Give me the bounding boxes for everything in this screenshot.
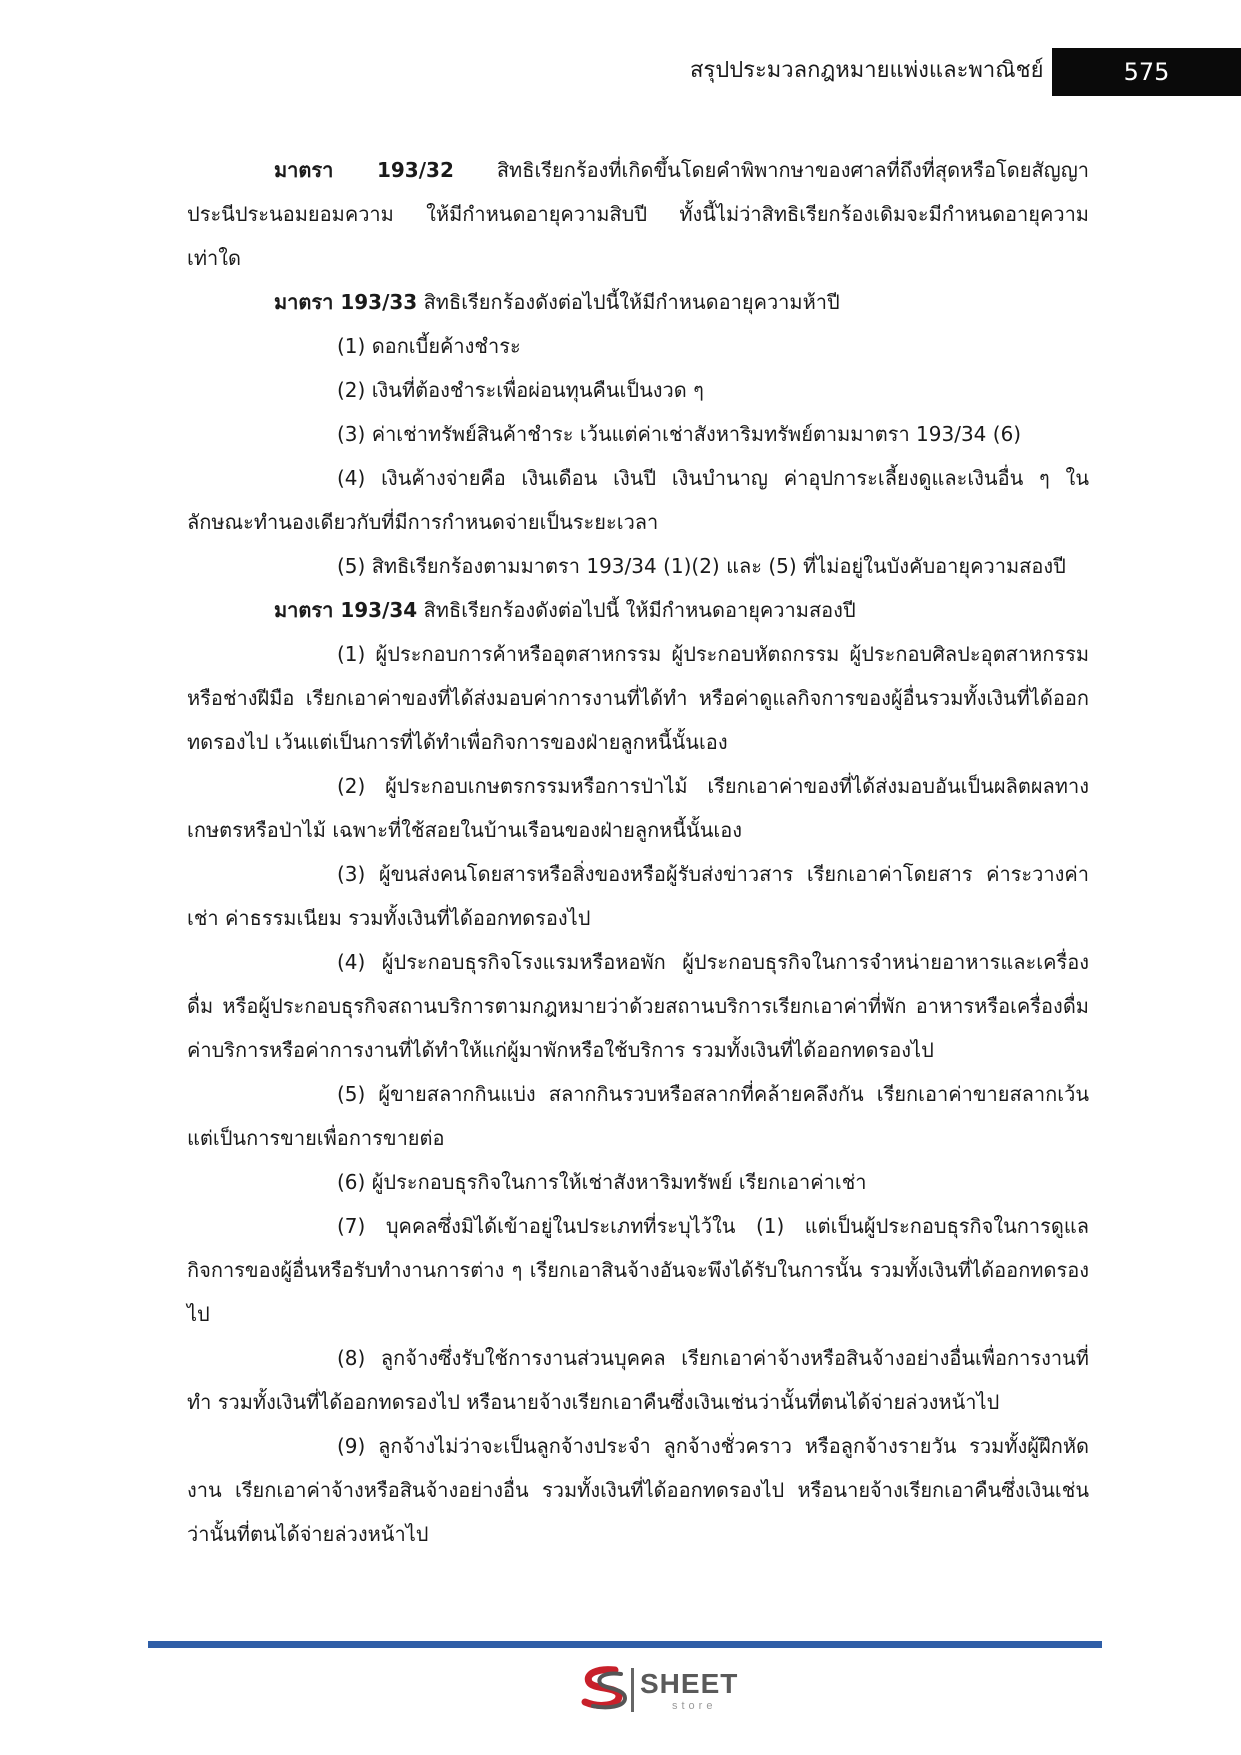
section-heading: มาตรา 193/34 [274,598,418,622]
list-item: (3) ค่าเช่าทรัพย์สินค้าชำระ เว้นแต่ค่าเช่าสังหาริมทรัพย์ตามมาตรา 193/34 (6) [337,422,1022,446]
page-number: 575 [1123,58,1170,86]
section-text: สิทธิเรียกร้องดังต่อไปนี้ให้มีกำหนดอายุความห้าปี [417,290,840,314]
document-body [187,148,1089,1556]
footer-rule [148,1641,1102,1648]
section-193-33 [187,280,1089,324]
list-item: (2) เงินที่ต้องชำระเพื่อผ่อนทุนคืนเป็นงวด ๆ [337,378,704,402]
logo-subtext: store [672,1700,717,1712]
list-item: (4) ผู้ประกอบธุรกิจโรงแรมหรือหอพัก ผู้ประกอบธุรกิจในการจำหน่ายอาหารและเครื่องดื่ม หรือผู้ประกอบธุรกิจสถานบริการตามกฎหมายว่าด้วยสถานบริการเรียกเอาค่าที่พัก อาหารหรือเครื่องดื่มค่าบริการหรือค่าการงานที่ได้ทำให้แก่ผู้มาพักหรือใช้บริการ รวมทั้งเงินที่ได้ออกทดรองไป [187,950,1089,1062]
section-text: สิทธิเรียกร้องดังต่อไปนี้ ให้มีกำหนดอายุความสองปี [417,598,856,622]
list-item: (4) เงินค้างจ่ายคือ เงินเดือน เงินปี เงินบำนาญ ค่าอุปการะเลี้ยงดูและเงินอื่น ๆ ในลักษณะทำนองเดียวกับที่มีการกำหนดจ่ายเป็นระยะเวลา [187,466,1089,534]
list-item: (7) บุคคลซึ่งมิได้เข้าอยู่ในประเภทที่ระบุไว้ใน (1) แต่เป็นผู้ประกอบธุรกิจในการดูแลกิจการของผู้อื่นหรือรับทำงานการต่าง ๆ เรียกเอาสินจ้างอันจะพึงได้รับในการนั้น รวมทั้งเงินที่ได้ออกทดรองไป [187,1214,1089,1326]
list-item: (9) ลูกจ้างไม่ว่าจะเป็นลูกจ้างประจำ ลูกจ้างชั่วคราว หรือลูกจ้างรายวัน รวมทั้งผู้ฝึกหัดงาน เรียกเอาค่าจ้างหรือสินจ้างอย่างอื่น รวมทั้งเงินที่ได้ออกทดรองไป หรือนายจ้างเรียกเอาคืนซึ่งเงินเช่นว่านั้นที่ตนได้จ่ายล่วงหน้าไป [187,1434,1089,1546]
list-item: (3) ผู้ขนส่งคนโดยสารหรือสิ่งของหรือผู้รับส่งข่าวสาร เรียกเอาค่าโดยสาร ค่าระวางค่าเช่า ค่าธรรมเนียม รวมทั้งเงินที่ได้ออกทดรองไป [187,862,1089,930]
list-item: (5) ผู้ขายสลากกินแบ่ง สลากกินรวบหรือสลากที่คล้ายคลึงกัน เรียกเอาค่าขายสลากเว้นแต่เป็นการขายเพื่อการขายต่อ [187,1082,1089,1150]
page-number-box [1052,48,1241,96]
list-item: (1) ผู้ประกอบการค้าหรืออุตสาหกรรม ผู้ประกอบหัตถกรรม ผู้ประกอบศิลปะอุตสาหกรรมหรือช่างฝีมือ เรียกเอาค่าของที่ได้ส่งมอบค่าการงานที่ได้ทำ หรือค่าดูแลกิจการของผู้อื่นรวมทั้งเงินที่ได้ออกทดรองไป เว้นแต่เป็นการที่ได้ทำเพื่อกิจการของฝ่ายลูกหนี้นั้นเอง [187,642,1089,754]
list-item: (1) ดอกเบี้ยค้างชำระ [337,334,521,358]
section-text: สิทธิเรียกร้องที่เกิดขึ้นโดยคำพิพากษาของศาลที่ถึงที่สุดหรือโดยสัญญาประนีประนอมยอมความ ให้มีกำหนดอายุความสิบปี ทั้งนี้ไม่ว่าสิทธิเรียกร้องเดิมจะมีกำหนดอายุความเท่าใด [187,158,1089,270]
running-header-title: สรุปประมวลกฎหมายแพ่งและพาณิชย์ [690,58,1044,83]
list-item: (6) ผู้ประกอบธุรกิจในการให้เช่าสังหาริมทรัพย์ เรียกเอาค่าเช่า [337,1170,867,1194]
section-heading: มาตรา 193/32 [274,158,454,182]
list-item: (2) ผู้ประกอบเกษตรกรรมหรือการป่าไม้ เรียกเอาค่าของที่ได้ส่งมอบอันเป็นผลิตผลทางเกษตรหรือป่าไม้ เฉพาะที่ใช้สอยในบ้านเรือนของฝ่ายลูกหนี้นั้นเอง [187,774,1089,842]
list-item: (8) ลูกจ้างซึ่งรับใช้การงานส่วนบุคคล เรียกเอาค่าจ้างหรือสินจ้างอย่างอื่นเพื่อการงานที่ทำ รวมทั้งเงินที่ได้ออกทดรองไป หรือนายจ้างเรียกเอาคืนซึ่งเงินเช่นว่านั้นที่ตนได้จ่ายล่วงหน้าไป [187,1346,1089,1414]
logo-divider [631,1668,634,1712]
section-193-34 [187,588,1089,632]
list-item: (5) สิทธิเรียกร้องตามมาตรา 193/34 (1)(2) และ (5) ที่ไม่อยู่ในบังคับอายุความสองปี [337,554,1066,578]
logo-text: SHEET [640,1668,739,1699]
section-heading: มาตรา 193/33 [274,290,418,314]
section-193-32 [187,148,1089,280]
